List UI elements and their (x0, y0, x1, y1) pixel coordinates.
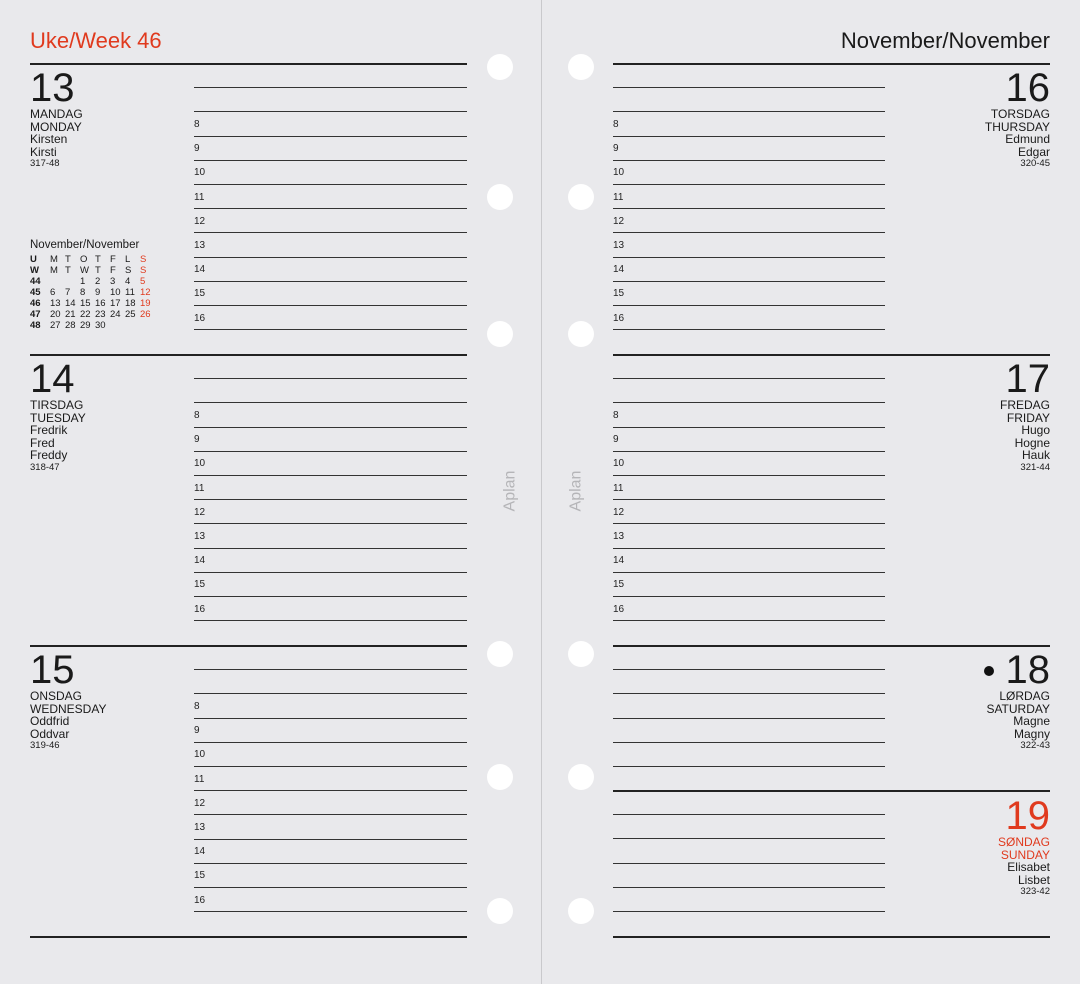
mini-calendar-day (65, 276, 80, 287)
mini-calendar-day: 15 (80, 298, 91, 309)
writing-line (194, 693, 467, 694)
mini-calendar-day: 12 (140, 287, 151, 298)
writing-line (194, 718, 467, 719)
hour-label: 11 (194, 191, 205, 203)
mini-calendar-day: 26 (140, 309, 151, 320)
name-day: Fredrik (30, 423, 68, 438)
binder-hole (568, 321, 594, 347)
writing-line (613, 184, 885, 185)
mini-calendar-header-cell: T (65, 265, 71, 276)
mini-calendar-header-cell: U (30, 254, 37, 265)
name-day: Kirsten (30, 132, 68, 147)
writing-line (613, 208, 885, 209)
hour-label: 14 (194, 555, 206, 567)
writing-line (613, 693, 885, 694)
writing-line (613, 838, 885, 839)
writing-line (194, 378, 467, 379)
mini-calendar-day: 24 (110, 309, 121, 320)
hour-label: 13 (613, 531, 625, 542)
day-of-year-code: 317-48 (30, 158, 60, 170)
writing-line (194, 305, 467, 306)
hour-label: 8 (194, 410, 200, 421)
hour-label: 10 (613, 167, 625, 179)
binder-hole (487, 764, 513, 790)
mini-calendar-day (125, 320, 140, 331)
binder-hole (568, 54, 594, 80)
binder-hole (568, 641, 594, 667)
mini-calendar-title: November/November (30, 239, 140, 251)
mini-calendar-week-number: 47 (30, 309, 41, 320)
day-info (985, 108, 1050, 171)
writing-line (194, 863, 467, 864)
hour-label: 14 (194, 846, 206, 858)
hour-label: 10 (613, 458, 625, 470)
mini-calendar-day: 6 (50, 287, 56, 298)
writing-line (194, 87, 467, 88)
writing-line (613, 111, 885, 112)
writing-line (613, 718, 885, 719)
hour-label: 9 (194, 725, 200, 737)
mini-calendar-day: 9 (95, 287, 101, 298)
hour-label: 10 (194, 167, 206, 179)
day-number: 15 (30, 648, 75, 692)
weekday-name: TIRSDAG (30, 398, 84, 412)
writing-line (194, 160, 467, 161)
writing-line (194, 814, 467, 815)
mini-calendar-day: 1 (80, 276, 86, 287)
mini-calendar-day: 23 (95, 309, 106, 320)
writing-line (613, 911, 885, 912)
hour-label: 13 (194, 240, 206, 251)
writing-line (194, 839, 467, 840)
name-day: Edmund (1005, 132, 1050, 147)
name-day: Kirsti (30, 144, 57, 159)
writing-line (194, 184, 467, 185)
hour-label: 11 (613, 482, 624, 494)
mini-calendar-day: 4 (125, 276, 131, 287)
hour-label: 13 (194, 531, 206, 542)
writing-line (194, 111, 467, 112)
weekday-name: SUNDAY (1000, 847, 1050, 862)
writing-line (194, 790, 467, 791)
weekday-name: FRIDAY (1006, 410, 1050, 425)
writing-line (194, 451, 467, 452)
mini-calendar-header-cell: L (125, 254, 131, 265)
binder-hole (487, 54, 513, 80)
hour-label: 9 (613, 143, 619, 155)
hour-label: 16 (613, 312, 625, 324)
section-rule (613, 354, 1050, 356)
day-number: 16 (1005, 66, 1050, 110)
day-info (30, 690, 106, 753)
mini-calendar-day: 5 (140, 276, 146, 287)
hour-label: 12 (194, 215, 206, 227)
hour-label: 9 (194, 143, 200, 155)
mini-calendar-header-cell: T (95, 265, 101, 276)
hour-label: 16 (613, 603, 625, 615)
day-number: 13 (30, 66, 75, 110)
weekday-name: THURSDAY (984, 119, 1050, 134)
hour-label: 13 (613, 240, 625, 251)
hour-label: 14 (613, 264, 625, 276)
writing-line (194, 523, 467, 524)
name-day: Freddy (30, 448, 68, 463)
mini-calendar-day: 8 (80, 287, 86, 298)
name-day: Magne (1013, 714, 1050, 729)
section-rule (613, 63, 1050, 65)
writing-line (613, 766, 885, 767)
writing-line (613, 887, 885, 888)
mini-calendar-day: 18 (125, 298, 136, 309)
mini-calendar-day: 27 (50, 320, 61, 331)
mini-calendar-day: 20 (50, 309, 61, 320)
writing-line (194, 329, 467, 330)
writing-line (613, 427, 885, 428)
day-info (986, 690, 1050, 753)
day-info (1000, 399, 1050, 475)
mini-calendar-header-cell: O (80, 254, 88, 265)
mini-calendar-day: 10 (110, 287, 121, 298)
mini-calendar-day: 7 (65, 287, 71, 298)
mini-calendar-day: 14 (65, 298, 76, 309)
brand-label: Aplan (567, 470, 585, 512)
writing-line (194, 402, 467, 403)
mini-calendar-day (50, 276, 65, 287)
writing-line (194, 742, 467, 743)
mini-calendar-header-cell: S (125, 265, 132, 276)
writing-line (613, 742, 885, 743)
binder-hole (487, 321, 513, 347)
mini-calendar-day: 21 (65, 309, 76, 320)
writing-line (194, 232, 467, 233)
mini-calendar-header-cell: T (95, 254, 101, 265)
hour-label: 15 (194, 579, 206, 591)
writing-line (613, 281, 885, 282)
hour-label: 11 (194, 482, 205, 494)
name-day: Hugo (1021, 423, 1050, 438)
day-of-year-code: 322-43 (1020, 740, 1050, 752)
day-of-year-code: 321-44 (1020, 461, 1050, 473)
mini-calendar-day: 2 (95, 276, 101, 287)
writing-line (613, 136, 885, 137)
writing-line (613, 305, 885, 306)
mini-calendar-day: 3 (110, 276, 116, 287)
mini-calendar-header-cell: F (110, 254, 116, 265)
mini-calendar-header-cell: M (50, 265, 58, 276)
hour-label: 16 (194, 603, 206, 615)
name-day: Hogne (1014, 435, 1050, 450)
writing-line (613, 548, 885, 549)
section-rule (613, 790, 1050, 792)
writing-line (194, 208, 467, 209)
mini-calendar-day: 11 (125, 287, 135, 298)
weekday-name: LØRDAG (999, 689, 1050, 703)
hour-label: 11 (613, 191, 624, 203)
weekday-name: FREDAG (999, 398, 1050, 412)
writing-line (194, 572, 467, 573)
mini-calendar-week-number: 44 (30, 276, 41, 287)
name-day: Hauk (1021, 448, 1050, 463)
writing-line (613, 620, 885, 621)
writing-line (613, 863, 885, 864)
hour-label: 14 (613, 555, 625, 567)
mini-calendar-day: 30 (95, 320, 106, 331)
writing-line (194, 475, 467, 476)
writing-line (613, 160, 885, 161)
mini-calendar-header-cell: S (140, 254, 147, 265)
hour-label: 15 (194, 870, 206, 882)
hour-label: 10 (194, 749, 206, 761)
weekday-name: TORSDAG (990, 107, 1050, 121)
hour-label: 12 (613, 215, 625, 227)
writing-line (194, 669, 467, 670)
section-rule (30, 63, 467, 65)
mini-calendar-day: 22 (80, 309, 91, 320)
mini-calendar-day: 28 (65, 320, 76, 331)
writing-line (613, 814, 885, 815)
day-of-year-code: 319-46 (30, 740, 60, 752)
mini-calendar (30, 254, 155, 331)
writing-line (613, 257, 885, 258)
weekday-name: SØNDAG (997, 835, 1050, 849)
mini-calendar-day: 29 (80, 320, 91, 331)
month-title: November/November (840, 28, 1050, 53)
writing-line (194, 548, 467, 549)
mini-calendar-header-cell: S (140, 265, 147, 276)
day-info (998, 836, 1050, 899)
mini-calendar-header-cell: F (110, 265, 116, 276)
weekday-name: ONSDAG (30, 689, 83, 703)
week-title: Uke/Week 46 (30, 28, 162, 53)
day-of-year-code: 323-42 (1020, 886, 1050, 898)
binder-hole (568, 764, 594, 790)
section-rule (30, 936, 467, 938)
day-of-year-code: 320-45 (1020, 158, 1050, 170)
writing-line (194, 136, 467, 137)
mini-calendar-week-number: 46 (30, 298, 41, 309)
mini-calendar-week-number: 48 (30, 320, 41, 331)
weekday-name: TUESDAY (30, 410, 86, 425)
day-number: 14 (30, 357, 75, 401)
writing-line (194, 911, 467, 912)
day-info (30, 108, 83, 171)
hour-label: 8 (613, 119, 619, 130)
page-spine (541, 0, 542, 984)
hour-label: 8 (194, 119, 200, 130)
binder-hole (487, 641, 513, 667)
mini-calendar-day: 19 (140, 298, 151, 309)
name-day: Magny (1013, 726, 1050, 741)
name-day: Edgar (1017, 144, 1050, 159)
binder-hole (568, 184, 594, 210)
mini-calendar-day: 17 (110, 298, 121, 309)
hour-label: 11 (194, 773, 205, 785)
hour-label: 9 (194, 434, 200, 446)
section-rule (613, 645, 1050, 647)
hour-label: 15 (194, 288, 206, 300)
hour-label: 9 (613, 434, 619, 446)
hour-label: 12 (613, 506, 625, 518)
writing-line (613, 572, 885, 573)
hour-label: 16 (194, 312, 206, 324)
writing-line (613, 523, 885, 524)
hour-label: 15 (613, 579, 625, 591)
hour-label: 12 (194, 506, 206, 518)
name-day: Oddvar (30, 726, 70, 741)
writing-line (194, 620, 467, 621)
binder-hole (487, 184, 513, 210)
section-rule (613, 936, 1050, 938)
writing-line (613, 402, 885, 403)
writing-line (613, 87, 885, 88)
hour-label: 8 (613, 410, 619, 421)
writing-line (613, 451, 885, 452)
writing-line (613, 499, 885, 500)
mini-calendar-day: 16 (95, 298, 106, 309)
writing-line (613, 329, 885, 330)
writing-line (194, 257, 467, 258)
brand-label: Aplan (501, 470, 519, 512)
day-info (30, 399, 86, 475)
hour-label: 12 (194, 797, 206, 809)
writing-line (613, 669, 885, 670)
hour-label: 14 (194, 264, 206, 276)
writing-line (194, 887, 467, 888)
day-of-year-code: 318-47 (30, 461, 60, 473)
writing-line (194, 281, 467, 282)
writing-line (613, 475, 885, 476)
writing-line (194, 427, 467, 428)
mini-calendar-day: 25 (125, 309, 136, 320)
day-number: 19 (1005, 794, 1050, 838)
hour-label: 15 (613, 288, 625, 300)
writing-line (194, 596, 467, 597)
hour-label: 8 (194, 701, 200, 712)
binder-hole (487, 898, 513, 924)
name-day: Fred (30, 435, 55, 450)
hour-label: 10 (194, 458, 206, 470)
holiday-bullet-icon (984, 666, 994, 676)
hour-label: 16 (194, 894, 206, 906)
writing-line (613, 232, 885, 233)
mini-calendar-week-number: 45 (30, 287, 41, 298)
weekday-name: SATURDAY (986, 701, 1050, 716)
mini-calendar-day: 13 (50, 298, 61, 309)
writing-line (613, 378, 885, 379)
binder-hole (568, 898, 594, 924)
name-day: Elisabet (1007, 860, 1050, 875)
writing-line (613, 596, 885, 597)
name-day: Oddfrid (30, 714, 70, 729)
weekday-name: MANDAG (30, 107, 83, 121)
mini-calendar-day (110, 320, 125, 331)
hour-label: 13 (194, 822, 206, 833)
mini-calendar-header-cell: M (50, 254, 58, 265)
mini-calendar-header-cell: W (80, 265, 89, 276)
writing-line (194, 499, 467, 500)
writing-line (194, 766, 467, 767)
mini-calendar-header-cell: W (30, 265, 39, 276)
mini-calendar-day (140, 320, 155, 331)
mini-calendar-header-cell: T (65, 254, 71, 265)
name-day: Lisbet (1017, 872, 1050, 887)
section-rule (30, 354, 467, 356)
section-rule (30, 645, 467, 647)
day-number: 18 (1005, 648, 1050, 692)
weekday-name: WEDNESDAY (30, 701, 107, 716)
weekday-name: MONDAY (30, 119, 82, 134)
day-number: 17 (1005, 357, 1050, 401)
